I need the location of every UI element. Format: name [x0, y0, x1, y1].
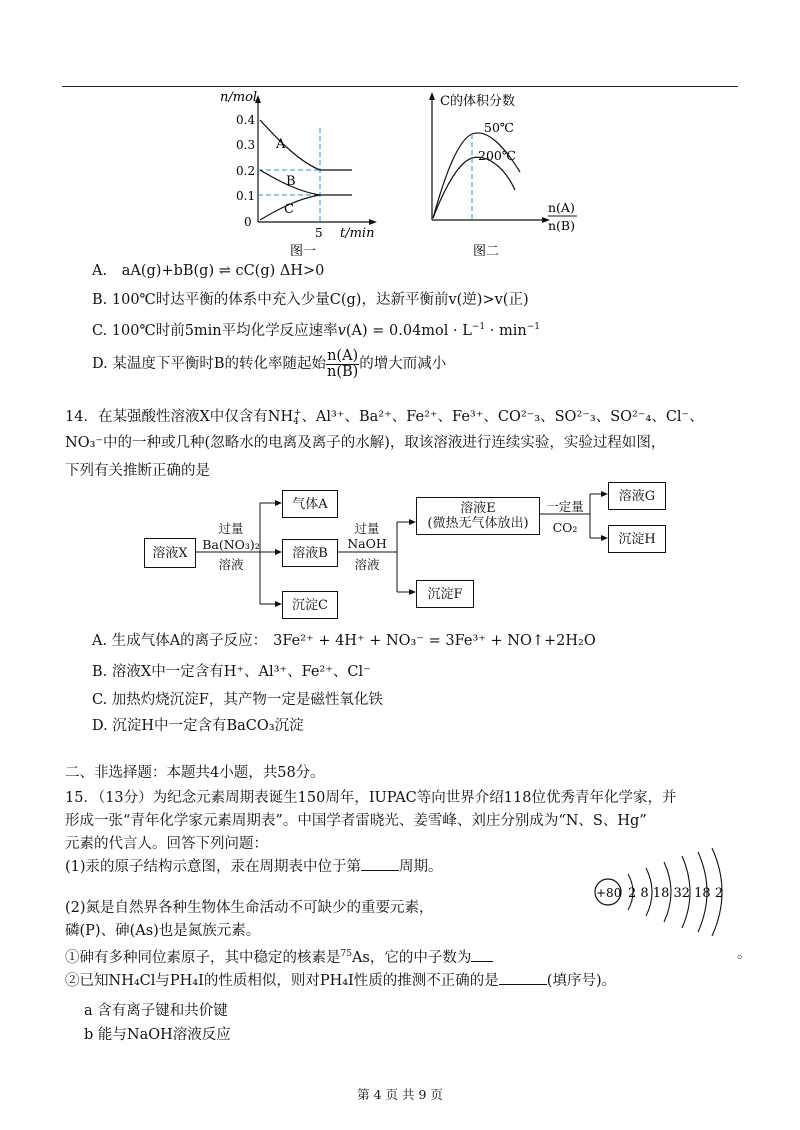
q15-part2-2	[65, 972, 616, 990]
q15-option-b-post: 溶液反应	[172, 1027, 231, 1043]
fig2-caption: 图二	[473, 244, 500, 259]
q13-option-c-sup1: −1	[471, 322, 486, 332]
q13-option-c-v: v	[337, 323, 346, 339]
q13-option-d-num: n(A)	[327, 347, 359, 364]
flow-reagent2-mid: NaOH	[347, 536, 387, 551]
q13-option-d-pre: D. 某温度下平衡时B的转化率随起始	[92, 356, 326, 372]
q15-part2-2-post: 性质的推测不正确的是	[353, 973, 499, 989]
q15-part2-2-mid: 与	[155, 973, 170, 989]
fig1-label-C: C	[284, 202, 294, 217]
q15-part2-2-mid2: 的性质相似，则对	[203, 973, 320, 989]
q15-part1-pre: (1)汞的原子结构示意图，汞在周期表中位于第	[65, 859, 362, 875]
flow-reagent1-mid: Ba(NO₃)₂	[202, 537, 260, 552]
flow-reagent2-bot: 溶液	[354, 557, 380, 572]
q13-option-c-sup2: −1	[526, 322, 540, 332]
q13-option-c-text: C. 100℃时前5min平均化学反应速率	[92, 323, 338, 339]
fig2-x-den: n(B)	[548, 218, 575, 233]
q15-part2-1-post: ，它的中子数为	[369, 950, 472, 966]
q15-part2-2-end: (填序号)。	[546, 973, 617, 989]
flow-precip-f: 沉淀F	[416, 580, 474, 608]
q15-nuclide: As	[351, 950, 370, 966]
flow-gas-a: 气体A	[282, 490, 338, 518]
q14-option-a-pre: A. 生成气体A的离子反应：	[92, 633, 268, 649]
fig2-y-label: C的体积分数	[440, 94, 515, 109]
fig1-label-B: B	[286, 174, 296, 189]
q14-line2: NO₃⁻中的一种或几种(忽略水的电离及离子的水解)，取该溶液进行连续实验，实验过程如图，	[65, 435, 666, 451]
atom-shell-electrons: 2 8 18 32 18 2	[628, 886, 724, 901]
q15-line3: 元素的代言人。回答下列问题：	[65, 836, 268, 852]
q15-part1-post: 周期。	[399, 859, 443, 875]
q15-line2: 形成一张“青年化学家元素周期表”。中国学者雷晓光、姜雪峰、刘庄分别成为“N、S、Hg”	[65, 813, 647, 829]
q13-option-c-min: · min	[485, 323, 527, 339]
section2-heading: 二、非选择题：本题共4小题，共58分。	[65, 765, 325, 781]
atom-nucleus-label: +80	[596, 886, 622, 900]
fig1-ytick-0: 0	[244, 215, 252, 229]
flow-reagent2-top: 过量	[354, 521, 380, 536]
flow-solution-b: 溶液B	[282, 539, 338, 567]
flow-solution-g: 溶液G	[608, 482, 666, 510]
fig1-x-label: t/min	[340, 226, 375, 241]
q14-option-d-chem: BaCO₃	[226, 718, 275, 734]
q15-chem-ph4i-2: PH₄I	[319, 973, 354, 989]
q15-option-b-chem: NaOH	[126, 1027, 173, 1043]
fig1-ytick-04: 0.4	[236, 113, 256, 127]
q15-part2-1	[65, 945, 752, 967]
fig2-x-num: n(A)	[548, 200, 575, 215]
flow-reagent1-bot: 溶液	[218, 557, 244, 572]
fig1-label-A: A	[276, 137, 286, 152]
q15-chem-nh4cl: NH₄Cl	[108, 973, 156, 989]
q14-option-b: B. 溶液X中一定含有H⁺、Al³⁺、Fe²⁺、Cl⁻	[92, 664, 371, 680]
q13-option-a-eq: aA(g)+bB(g) ⇌ cC(g) ΔH>0	[121, 263, 325, 279]
page-footer: 第 4 页 共 9 页	[357, 1087, 443, 1102]
fig1-ytick-02: 0.2	[236, 164, 256, 178]
q14-option-a-eq: 3Fe²⁺ + 4H⁺ + NO₃⁻ = 3Fe³⁺ + NO↑+2H₂O	[273, 633, 596, 649]
fig1-y-label: n/mol	[220, 90, 258, 105]
fig2-label-50: 50℃	[484, 120, 514, 135]
q14-line1-text: 14．在某强酸性溶液X中仅含有NH	[65, 409, 294, 425]
q15-nuclide-mass: 75	[340, 949, 352, 959]
flow-precip-c: 沉淀C	[282, 591, 338, 619]
q14-line1: 14．在某强酸性溶液X中仅含有$NH_4^+$、Al³⁺、Ba²⁺、Fe²⁺、Fe³⁺、CO²⁻₃、SO²⁻₃、SO²⁻₄、Cl⁻、	[65, 408, 704, 427]
q15-option-b	[84, 1026, 231, 1044]
q14-option-c: C. 加热灼烧沉淀F，其产物一定是磁性氧化铁	[92, 692, 383, 708]
flow-reagent3-top: 一定量	[546, 499, 584, 514]
fig1-ytick-01: 0.1	[236, 189, 256, 203]
q14-option-d-post: 沉淀	[274, 718, 304, 734]
q15-part2-2-pre: ②已知	[65, 973, 109, 989]
q13-option-d-den: n(B)	[326, 363, 359, 380]
q15-chem-ph4i-1: PH₄I	[169, 973, 204, 989]
q15-part2-l1: (2)氮是自然界各种生物体生命活动不可缺少的重要元素，	[65, 900, 434, 916]
q15-part2-1-pre: ①砷有多种同位素原子，其中稳定的核素是	[65, 950, 341, 966]
fig1-ytick-03: 0.3	[236, 138, 256, 152]
q14-line1-ions: 、Al³⁺、Ba²⁺、Fe²⁺、Fe³⁺、CO²⁻₃、SO²⁻₃、SO²⁻₄、Cl⁻、	[301, 409, 704, 425]
q15-part2-2-blank	[499, 984, 547, 985]
q15-line1: 15．（13分）为纪念元素周期表诞生150周年，IUPAC等向世界介绍118位优秀青年化学家，并	[65, 790, 677, 806]
flow-reagent3-bot: CO₂	[552, 520, 578, 535]
q13-option-c-eq: (A) = 0.04mol · L	[345, 323, 472, 339]
q15-option-b-pre: b 能与	[84, 1027, 127, 1043]
q15-part2-1-blank	[471, 961, 493, 962]
q14-option-d-pre: D. 沉淀H中一定含有	[92, 718, 227, 734]
q13-option-a-label: A.	[92, 263, 108, 279]
q14-line3: 下列有关推断正确的是	[65, 463, 210, 479]
q13-option-d-post: 的增大而减小	[359, 356, 447, 372]
flow-solution-e-title: 溶液E	[460, 501, 496, 516]
q15-option-a: a 含有离子键和共价键	[84, 1003, 228, 1019]
fig2-label-200: 200℃	[478, 148, 516, 163]
fig1-xtick-5: 5	[315, 226, 323, 240]
flow-precip-h: 沉淀H	[608, 525, 666, 553]
flow-solution-x: 溶液X	[144, 538, 196, 568]
flow-solution-e-note: (微热无气体放出)	[427, 516, 529, 531]
q13-option-b: B. 100℃时达平衡的体系中充入少量C(g)，达新平衡前v(逆)>v(正)	[92, 292, 529, 308]
fig1-caption: 图一	[290, 244, 317, 259]
q15-part2-l2: 磷(P)、砷(As)也是氮族元素。	[65, 923, 261, 939]
q15-part2-1-end: 。	[737, 946, 752, 962]
flow-reagent1-top: 过量	[218, 521, 244, 536]
